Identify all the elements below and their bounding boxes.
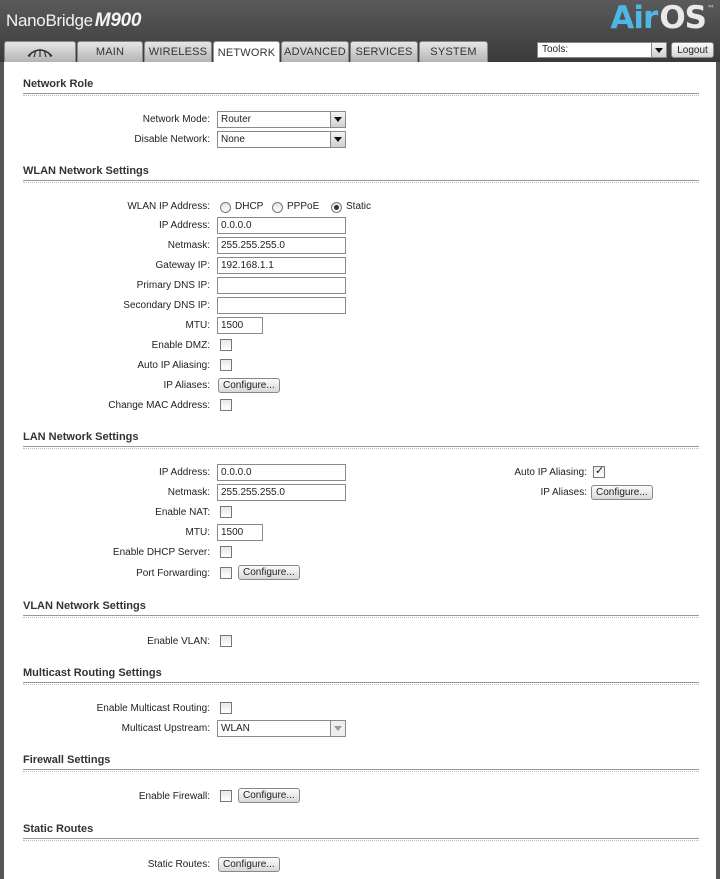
wlan-auto-ip-aliasing-checkbox[interactable]	[220, 359, 232, 371]
wlan-netmask-label: Netmask:	[167, 240, 210, 251]
lan-netmask-label: Netmask:	[167, 487, 210, 498]
network-mode-label: Network Mode:	[142, 114, 210, 125]
multicast-upstream-select[interactable]	[217, 720, 346, 737]
change-mac-label: Change MAC Address:	[108, 400, 210, 411]
tab-wireless-label: WIRELESS	[148, 46, 208, 58]
logo-os: OS	[659, 0, 706, 36]
network-page	[0, 62, 720, 879]
change-mac-checkbox[interactable]	[220, 399, 232, 411]
enable-dmz-checkbox[interactable]	[220, 339, 232, 351]
section-wlan: WLAN Network Settings	[23, 161, 699, 181]
header-bar	[0, 0, 720, 62]
section-static-routes: Static Routes	[23, 819, 699, 839]
enable-vlan-checkbox[interactable]	[220, 635, 232, 647]
airos-logo	[610, 0, 714, 36]
network-mode-value: Router	[221, 114, 252, 125]
enable-firewall-checkbox[interactable]	[220, 790, 232, 802]
radio-static[interactable]	[331, 202, 342, 213]
lan-auto-ip-aliasing-label: Auto IP Aliasing:	[514, 467, 587, 478]
disable-network-label: Disable Network:	[134, 134, 210, 145]
ubiquiti-icon	[27, 46, 53, 58]
port-forwarding-configure-button[interactable]: Configure...	[238, 565, 300, 580]
port-forwarding-checkbox[interactable]	[220, 567, 232, 579]
wlan-mtu-label: MTU:	[185, 320, 210, 331]
tools-select-value: Tools:	[542, 44, 569, 55]
section-multicast: Multicast Routing Settings	[23, 663, 699, 683]
lan-auto-ip-aliasing-checkbox[interactable]	[593, 466, 605, 478]
section-vlan: VLAN Network Settings	[23, 596, 699, 616]
static-routes-label: Static Routes:	[147, 859, 210, 870]
enable-multicast-label: Enable Multicast Routing:	[96, 703, 210, 714]
enable-multicast-checkbox[interactable]	[220, 702, 232, 714]
enable-dhcp-label: Enable DHCP Server:	[112, 547, 210, 558]
wlan-ip-aliases-configure-button[interactable]: Configure...	[218, 378, 280, 393]
wlan-ip-mode-label: WLAN IP Address:	[127, 201, 210, 212]
enable-dhcp-checkbox[interactable]	[220, 546, 232, 558]
tab-advanced-label: ADVANCED	[284, 46, 346, 58]
lan-ip-input[interactable]	[217, 464, 346, 481]
tools-select[interactable]	[537, 42, 667, 58]
radio-dhcp[interactable]	[220, 202, 231, 213]
tab-system-label: SYSTEM	[430, 46, 477, 58]
radio-pppoe[interactable]	[272, 202, 283, 213]
lan-ip-aliases-label: IP Aliases:	[540, 487, 587, 498]
logout-button[interactable]: Logout	[671, 42, 714, 58]
disable-network-value: None	[221, 134, 245, 145]
chevron-down-icon[interactable]	[330, 721, 345, 736]
wlan-primary-dns-input[interactable]	[217, 277, 346, 294]
tab-main-label: MAIN	[95, 46, 125, 58]
lan-ip-label: IP Address:	[159, 467, 210, 478]
static-routes-configure-button[interactable]: Configure...	[218, 857, 280, 872]
radio-dhcp-label: DHCP	[235, 201, 264, 212]
wlan-gateway-label: Gateway IP:	[155, 260, 210, 271]
tab-advanced[interactable]	[281, 41, 349, 62]
wlan-ip-aliases-label: IP Aliases:	[163, 380, 210, 391]
main-tabs	[4, 41, 489, 62]
enable-firewall-label: Enable Firewall:	[138, 791, 210, 802]
chevron-down-icon[interactable]	[330, 132, 345, 147]
enable-vlan-label: Enable VLAN:	[147, 636, 210, 647]
logo-tm: ™	[707, 4, 714, 13]
chevron-down-icon[interactable]	[651, 43, 666, 57]
section-network-role: Network Role	[23, 74, 699, 94]
network-mode-select[interactable]	[217, 111, 346, 128]
tab-main[interactable]	[77, 41, 143, 62]
wlan-secondary-dns-input[interactable]	[217, 297, 346, 314]
tab-wireless[interactable]	[144, 41, 212, 62]
firewall-configure-button[interactable]: Configure...	[238, 788, 300, 803]
multicast-upstream-label: Multicast Upstream:	[121, 723, 210, 734]
lan-ip-aliases-configure-button[interactable]: Configure...	[591, 485, 653, 500]
brand-name: NanoBridge	[6, 11, 93, 30]
wlan-gateway-input[interactable]	[217, 257, 346, 274]
tab-ubnt-logo[interactable]	[4, 41, 76, 62]
lan-netmask-input[interactable]	[217, 484, 346, 501]
section-lan: LAN Network Settings	[23, 427, 699, 447]
brand-model: M900	[94, 10, 142, 31]
enable-nat-checkbox[interactable]	[220, 506, 232, 518]
logo-air: Air	[610, 0, 658, 36]
tab-services[interactable]	[350, 41, 418, 62]
device-brand	[6, 10, 141, 32]
chevron-down-icon[interactable]	[330, 112, 345, 127]
wlan-netmask-input[interactable]	[217, 237, 346, 254]
wlan-ip-label: IP Address:	[159, 220, 210, 231]
tab-system[interactable]	[419, 41, 488, 62]
port-forwarding-label: Port Forwarding:	[136, 568, 210, 579]
wlan-secondary-dns-label: Secondary DNS IP:	[123, 300, 210, 311]
enable-dmz-label: Enable DMZ:	[151, 340, 210, 351]
tab-services-label: SERVICES	[355, 46, 413, 58]
tab-network-label: NETWORK	[217, 46, 276, 59]
radio-static-label: Static	[346, 201, 372, 212]
disable-network-select[interactable]	[217, 131, 346, 148]
wlan-auto-ip-aliasing-label: Auto IP Aliasing:	[137, 360, 210, 371]
tab-network[interactable]	[213, 41, 280, 63]
section-firewall: Firewall Settings	[23, 750, 699, 770]
enable-nat-label: Enable NAT:	[155, 507, 210, 518]
lan-mtu-label: MTU:	[185, 527, 210, 538]
lan-mtu-input[interactable]	[217, 524, 263, 541]
wlan-mtu-input[interactable]	[217, 317, 263, 334]
wlan-primary-dns-label: Primary DNS IP:	[136, 280, 210, 291]
wlan-ip-input[interactable]	[217, 217, 346, 234]
radio-pppoe-label: PPPoE	[287, 201, 320, 212]
multicast-upstream-value: WLAN	[221, 723, 250, 734]
